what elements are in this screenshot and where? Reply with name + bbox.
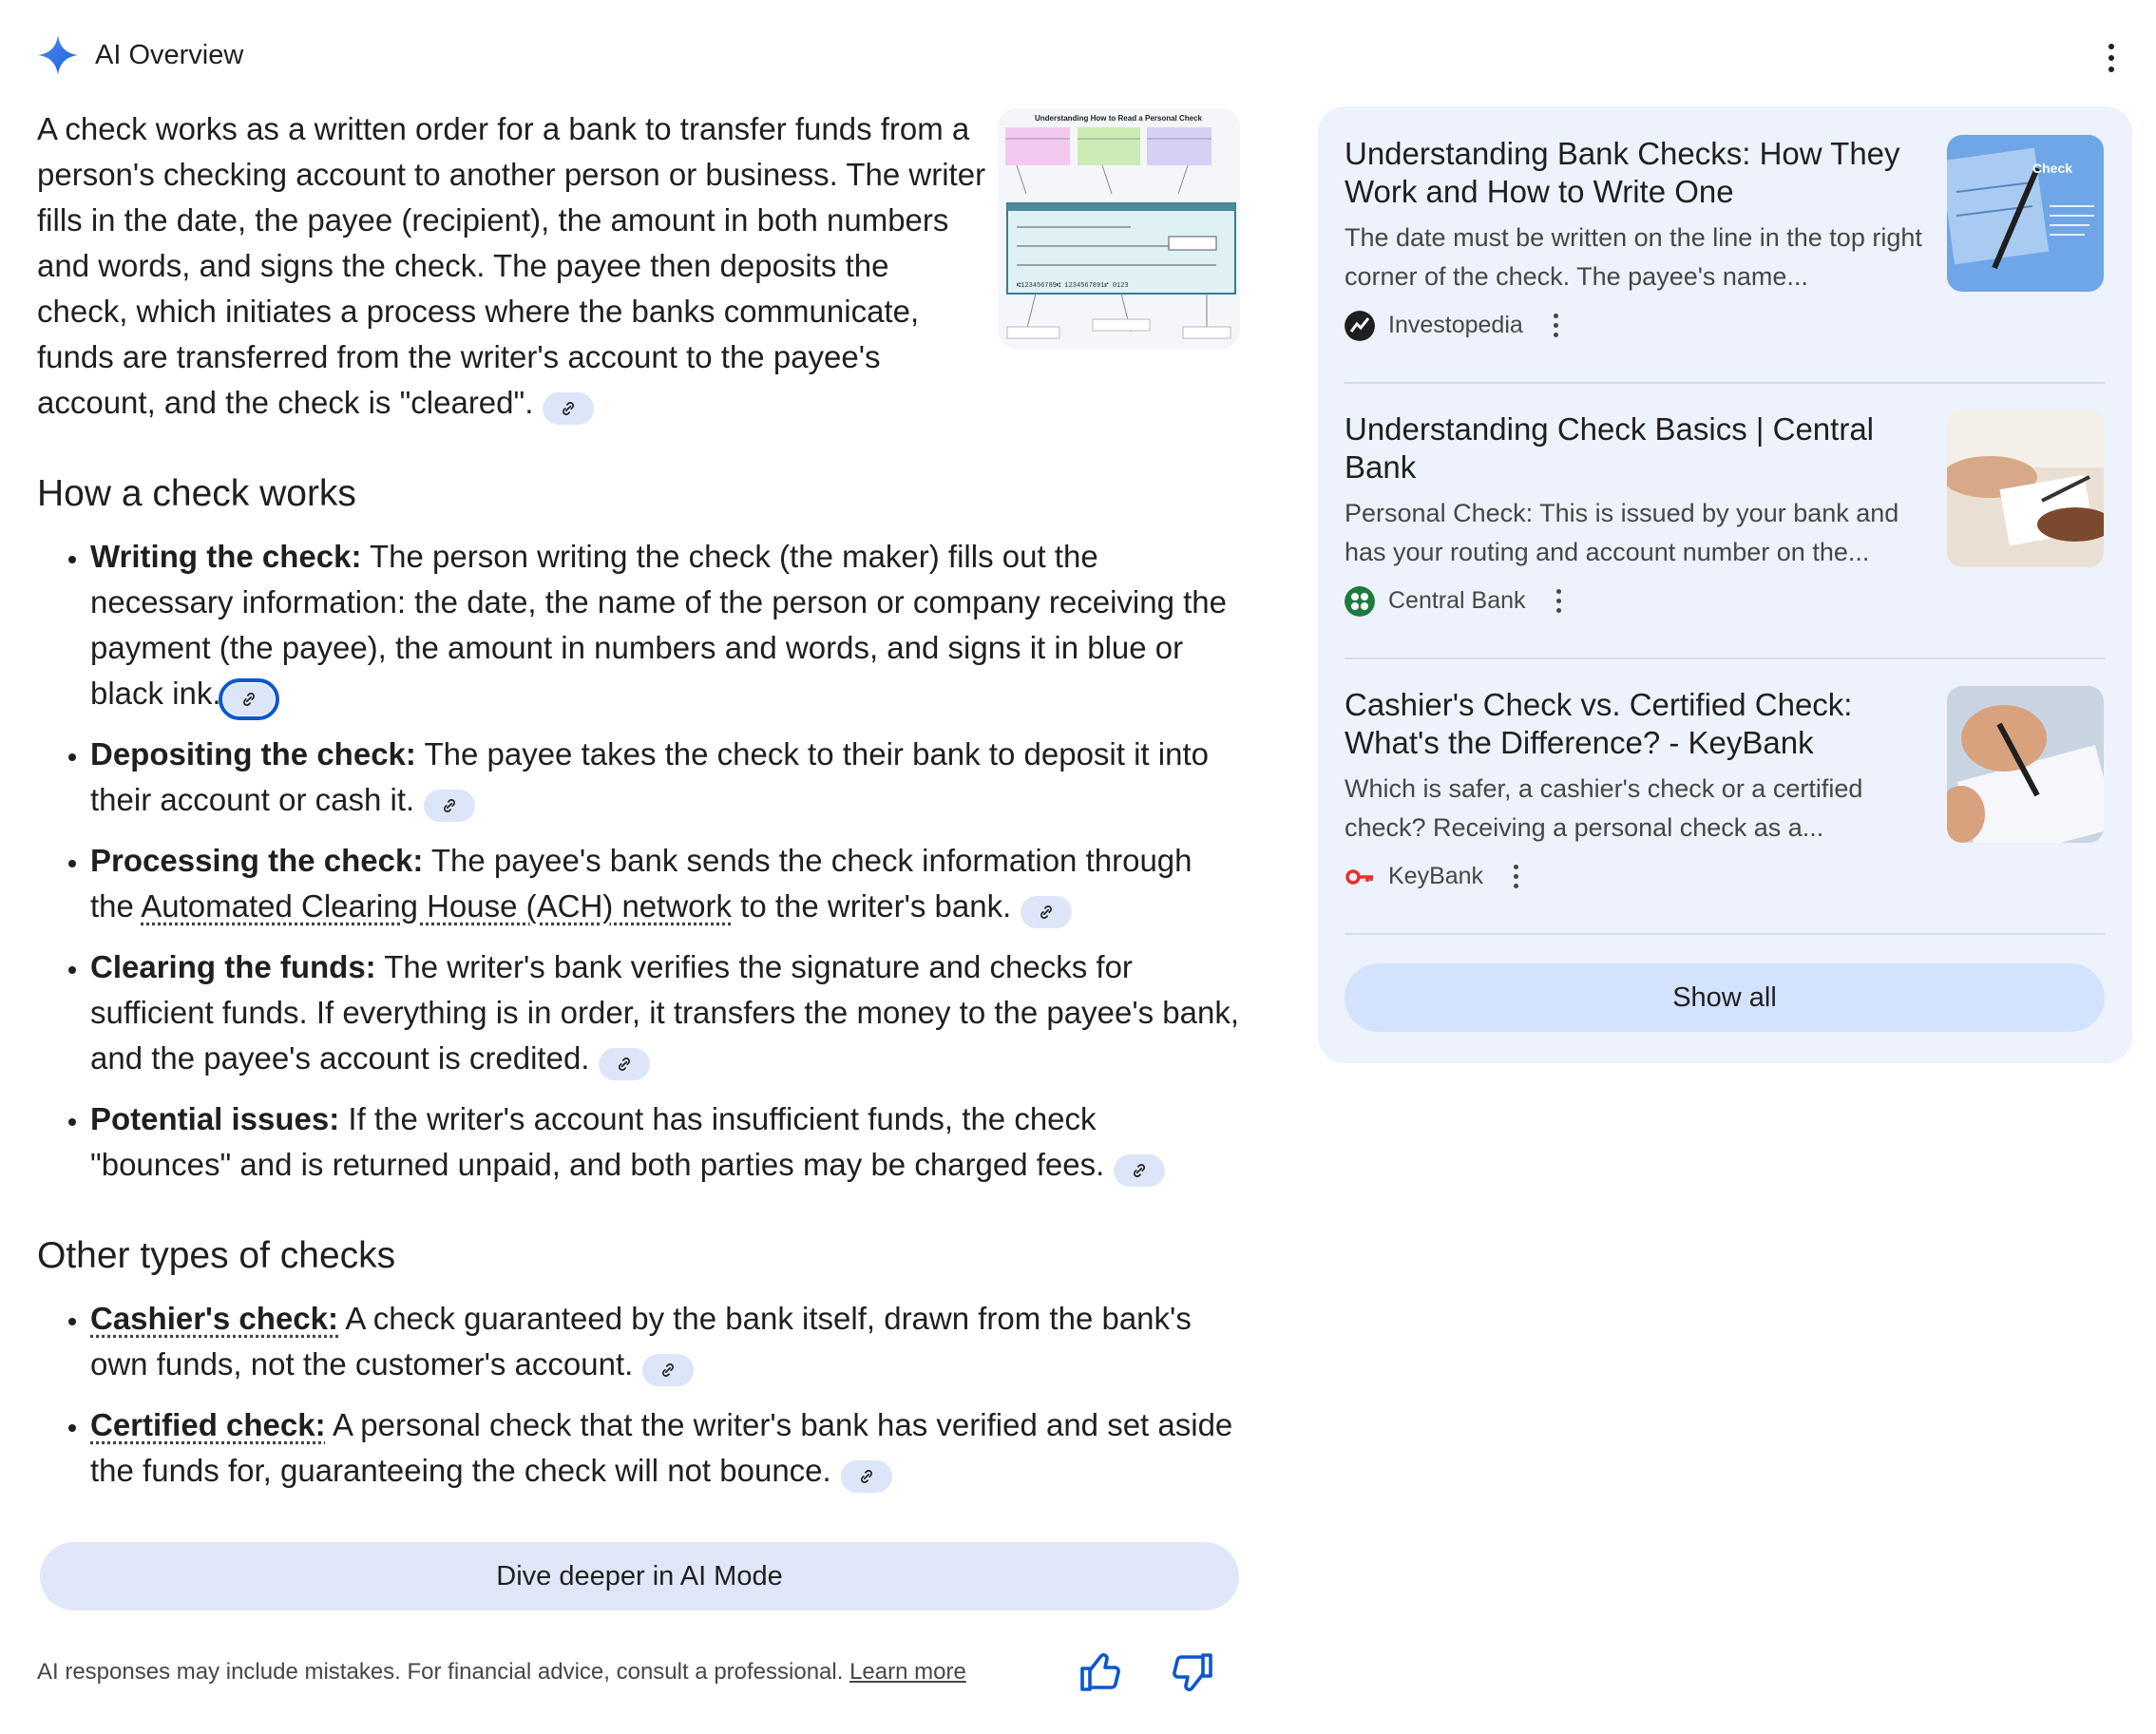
citation-link-icon[interactable] <box>1021 896 1072 928</box>
disclaimer-text: AI responses may include mistakes. For financial advice, consult a professional. <box>37 1659 850 1685</box>
list-item-text: The person writing the check (the maker) fills out the necessary information: the date, the name of the person or company receiving the payment (the payee), the amount in numbers and words, and signs it in blue or black ink. <box>90 539 1228 711</box>
citation-link-icon[interactable] <box>543 392 594 425</box>
show-all-button[interactable]: Show all <box>1345 963 2105 1032</box>
thumbs-up-icon[interactable] <box>1078 1649 1124 1695</box>
citation-link-icon[interactable] <box>599 1048 650 1080</box>
citation-link-icon[interactable] <box>424 790 475 822</box>
list-item <box>90 838 1244 929</box>
thumbnail-caption: Understanding How to Read a Personal Check <box>1034 114 1203 123</box>
list-item-text: The payee takes the check to their bank to deposit it into their account or cash it. <box>90 736 1209 817</box>
other-types-list <box>37 1296 1244 1494</box>
list-item-text: A check guaranteed by the bank itself, drawn from the bank's own funds, not the customer's account. <box>90 1301 1192 1381</box>
section-heading-other-types: Other types of checks <box>37 1235 396 1276</box>
thumbs-down-icon[interactable] <box>1169 1649 1214 1695</box>
source-snippet: The date must be written on the line in the top right corner of the check. The payee's name... <box>1345 223 1922 291</box>
list-item-text: If the writer's account has insufficient funds, the check "bounces" and is returned unpaid, and both parties may be charged fees. <box>90 1101 1105 1182</box>
list-item-term: Depositing the check: <box>90 736 416 772</box>
keybank-favicon-icon <box>1345 862 1375 892</box>
source-name: Central Bank <box>1388 587 1526 614</box>
learn-more-link[interactable]: Learn more <box>849 1659 966 1685</box>
list-item <box>90 1096 1244 1188</box>
source-meta <box>1345 861 2105 892</box>
source-title[interactable]: Understanding Bank Checks: How They Work and How to Write One <box>1345 136 1900 209</box>
svg-text:⑆123456789⑆ 1234567891⑈ 0123: ⑆123456789⑆ 1234567891⑈ 0123 <box>1017 282 1129 290</box>
list-item <box>90 944 1244 1081</box>
list-item-term: Clearing the funds: <box>90 949 376 984</box>
source-thumbnail-check[interactable] <box>1947 135 2104 292</box>
divider <box>1345 933 2105 935</box>
section-heading-how-a-check-works: How a check works <box>37 473 356 514</box>
more-options-icon[interactable] <box>2094 36 2128 80</box>
ai-overview-title: AI Overview <box>95 39 244 70</box>
source-title[interactable]: Cashier's Check vs. Certified Check: What's the Difference? - KeyBank <box>1345 687 1853 760</box>
sparkle-icon <box>36 33 80 77</box>
citation-link-icon[interactable] <box>841 1460 892 1493</box>
source-title[interactable]: Understanding Check Basics | Central Bank <box>1345 411 1875 485</box>
cashiers-check-link[interactable]: Cashier's check: <box>90 1301 338 1336</box>
source-more-icon[interactable] <box>1550 310 1562 341</box>
ai-answer <box>37 106 1244 1509</box>
source-thumbnail-hands[interactable] <box>1947 410 2104 567</box>
source-name: Investopedia <box>1388 312 1523 338</box>
certified-check-link[interactable]: Certified check: <box>90 1407 326 1442</box>
source-meta <box>1345 585 2105 617</box>
ach-network-link[interactable]: Automated Clearing House (ACH) network <box>141 888 732 924</box>
source-more-icon[interactable] <box>1510 861 1522 892</box>
thumbnail-label: Check <box>2032 161 2073 176</box>
source-thumbnail-signing[interactable] <box>1947 686 2104 843</box>
citation-link-icon[interactable] <box>642 1354 694 1386</box>
list-item-term: Potential issues: <box>90 1101 340 1136</box>
dive-deeper-button[interactable]: Dive deeper in AI Mode <box>40 1542 1239 1610</box>
disclaimer <box>37 1659 966 1686</box>
source-name: KeyBank <box>1388 863 1484 889</box>
list-item-text: to the writer's bank. <box>732 888 1012 924</box>
source-snippet: Personal Check: This is issued by your bank and has your routing and account number on the... <box>1345 499 1899 566</box>
list-item <box>90 1402 1244 1494</box>
central-bank-favicon-icon <box>1345 586 1375 617</box>
citation-link-icon[interactable] <box>1114 1154 1165 1187</box>
summary-text: A check works as a written order for a bank to transfer funds from a person's checking account to another person or business. The writer fills in the date, the payee (recipient), the amount in both numbers and words, and signs the check. The payee then deposits the check, which initiates a process where the banks communicate, funds are transferred from the writer's account to the payee's account, and the check is "cleared". <box>37 111 986 420</box>
list-item <box>90 1296 1244 1387</box>
ai-overview-header <box>36 32 243 78</box>
source-card-keybank[interactable] <box>1345 686 2105 933</box>
divider <box>1345 657 2105 659</box>
list-item-text: The payee's bank sends the check information through the <box>90 843 1192 924</box>
investopedia-favicon-icon <box>1345 311 1375 341</box>
list-item-term: Processing the check: <box>90 843 424 878</box>
source-more-icon[interactable] <box>1553 585 1565 617</box>
list-item-term: Writing the check: <box>90 539 362 574</box>
source-meta <box>1345 310 2105 341</box>
divider <box>1345 382 2105 384</box>
summary-paragraph <box>37 106 987 426</box>
sources-panel <box>1318 106 2132 1063</box>
source-snippet: Which is safer, a cashier's check or a certified check? Receiving a personal check as a... <box>1345 774 1863 842</box>
source-card-investopedia[interactable] <box>1345 135 2105 382</box>
citation-link-icon[interactable] <box>223 683 275 715</box>
source-card-central-bank[interactable] <box>1345 410 2105 657</box>
check-diagram-thumbnail[interactable] <box>998 108 1240 349</box>
list-item-text: The writer's bank verifies the signature and checks for sufficient funds. If everything is in order, it transfers the money to the payee's bank, and the payee's account is credited. <box>90 949 1240 1076</box>
list-item <box>90 534 1244 716</box>
list-item-text: A personal check that the writer's bank has verified and set aside the funds for, guaranteeing the check will not bounce. <box>90 1407 1233 1488</box>
how-a-check-works-list <box>37 534 1244 1188</box>
list-item <box>90 732 1244 823</box>
